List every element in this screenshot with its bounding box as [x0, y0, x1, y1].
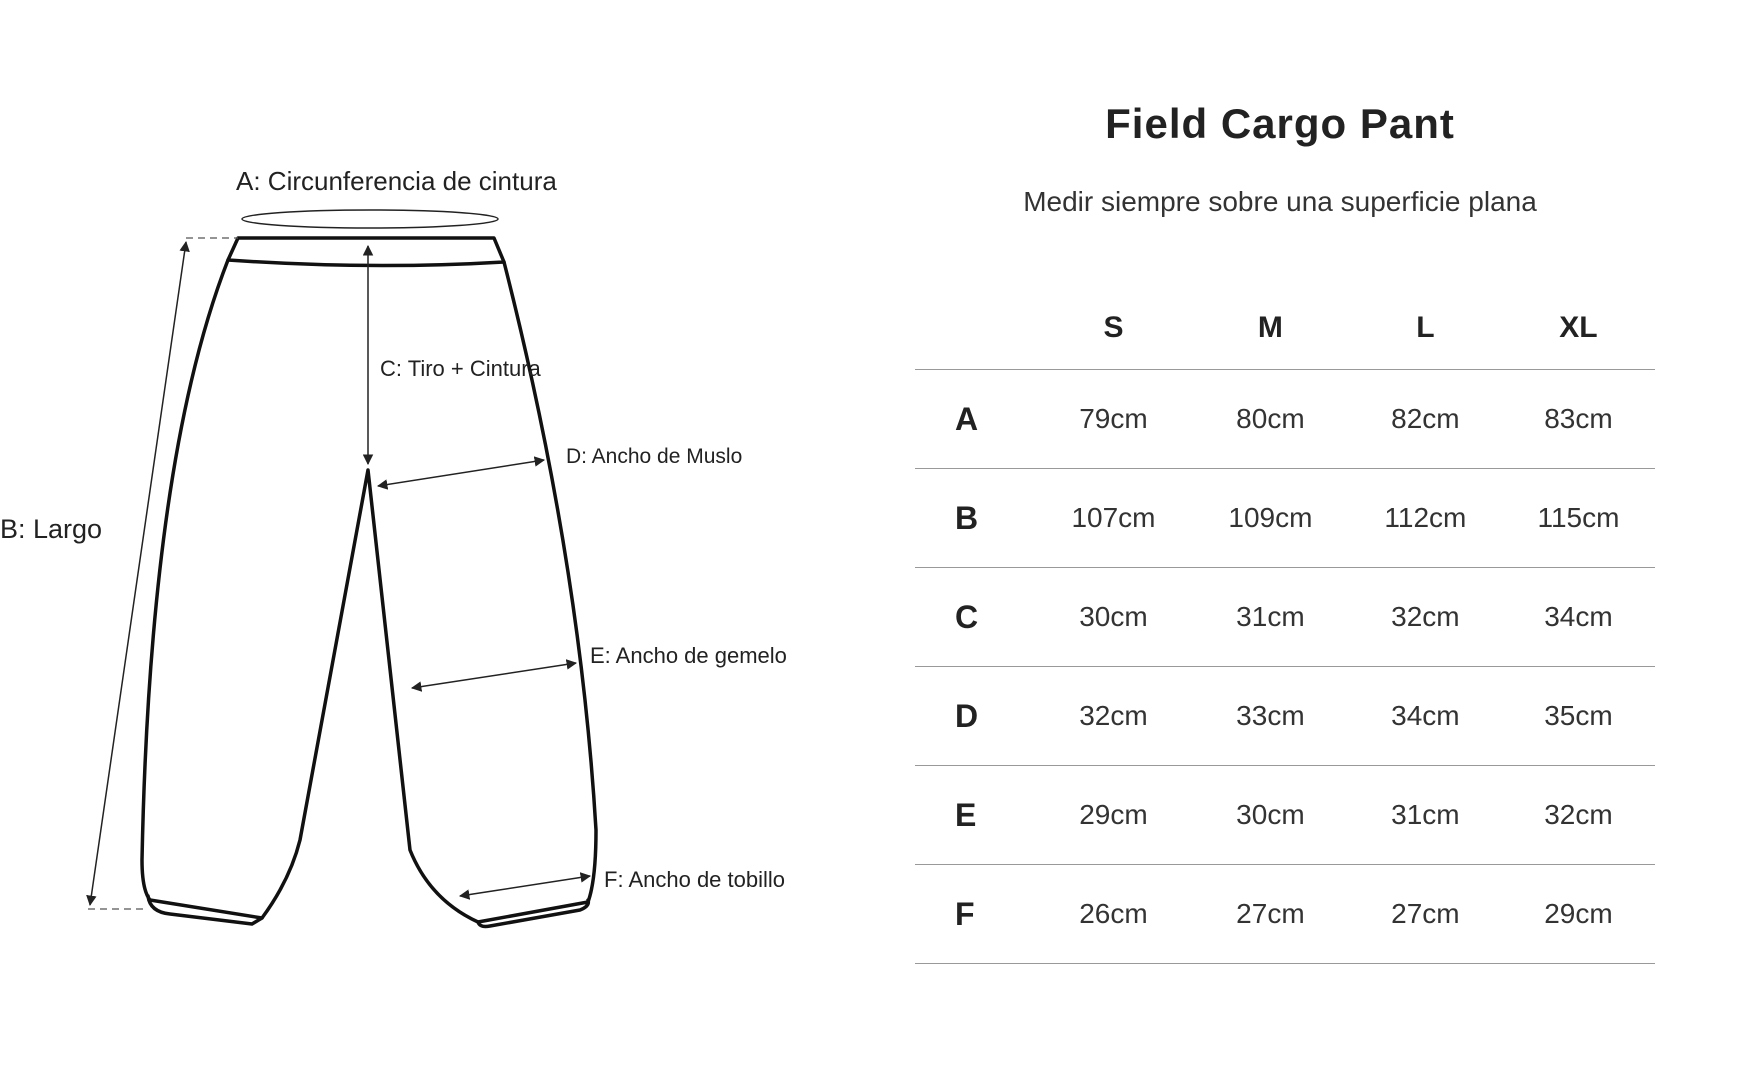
table-cell: 83cm: [1502, 370, 1655, 469]
table-row: [915, 568, 1655, 667]
waist-ellipse: [242, 210, 498, 228]
row-label: B: [915, 469, 1035, 568]
label-d-thigh: D: Ancho de Muslo: [566, 445, 743, 468]
row-label: E: [915, 766, 1035, 865]
table-cell: 115cm: [1502, 469, 1655, 568]
label-e-calf: E: Ancho de gemelo: [590, 643, 787, 668]
size-table: [915, 287, 1655, 964]
table-row: [915, 865, 1655, 964]
table-cell: 27cm: [1349, 865, 1502, 964]
row-label: C: [915, 568, 1035, 667]
table-row: [915, 469, 1655, 568]
pants-measurement-diagram: [0, 0, 800, 1071]
table-cell: 109cm: [1192, 469, 1349, 568]
label-a-waist: A: Circunferencia de cintura: [236, 166, 557, 196]
table-cell: 30cm: [1192, 766, 1349, 865]
pants-outline: [142, 238, 596, 927]
header-size-s: S: [1103, 311, 1124, 344]
thigh-arrow: [378, 460, 544, 486]
chart-subtitle: Medir siempre sobre una superficie plana: [1023, 186, 1537, 217]
table-cell: 82cm: [1349, 370, 1502, 469]
size-chart-panel: [900, 0, 1680, 1071]
table-row: [915, 766, 1655, 865]
table-cell: 80cm: [1192, 370, 1349, 469]
label-b-length: B: Largo: [0, 514, 103, 544]
table-cell: 31cm: [1192, 568, 1349, 667]
table-cell: 32cm: [1035, 667, 1192, 766]
length-arrow: [90, 242, 186, 905]
table-cell: 34cm: [1349, 667, 1502, 766]
table-cell: 31cm: [1349, 766, 1502, 865]
waistband: [228, 238, 504, 266]
label-c-rise: C: Tiro + Cintura: [380, 356, 541, 381]
table-cell: 29cm: [1035, 766, 1192, 865]
table-cell: 29cm: [1502, 865, 1655, 964]
table-cell: 35cm: [1502, 667, 1655, 766]
table-row: [915, 370, 1655, 469]
table-cell: 26cm: [1035, 865, 1192, 964]
calf-arrow: [412, 663, 576, 688]
table-cell: 33cm: [1192, 667, 1349, 766]
length-guides: [88, 238, 238, 909]
table-row: [915, 667, 1655, 766]
label-f-ankle: F: Ancho de tobillo: [604, 867, 786, 892]
table-cell: 79cm: [1035, 370, 1192, 469]
table-cell: 32cm: [1502, 766, 1655, 865]
row-label: D: [915, 667, 1035, 766]
header-corner: [915, 287, 1035, 370]
header-size-l: L: [1416, 311, 1435, 344]
table-cell: 107cm: [1035, 469, 1192, 568]
table-cell: 30cm: [1035, 568, 1192, 667]
row-label: A: [915, 370, 1035, 469]
row-label: F: [915, 865, 1035, 964]
table-cell: 27cm: [1192, 865, 1349, 964]
chart-title: Field Cargo Pant: [1105, 100, 1455, 147]
header-size-xl: XL: [1559, 311, 1598, 344]
header-size-m: M: [1257, 311, 1283, 344]
table-header-row: [915, 287, 1655, 370]
table-cell: 34cm: [1502, 568, 1655, 667]
ankle-arrow: [460, 876, 590, 896]
table-cell: 112cm: [1349, 469, 1502, 568]
table-cell: 32cm: [1349, 568, 1502, 667]
